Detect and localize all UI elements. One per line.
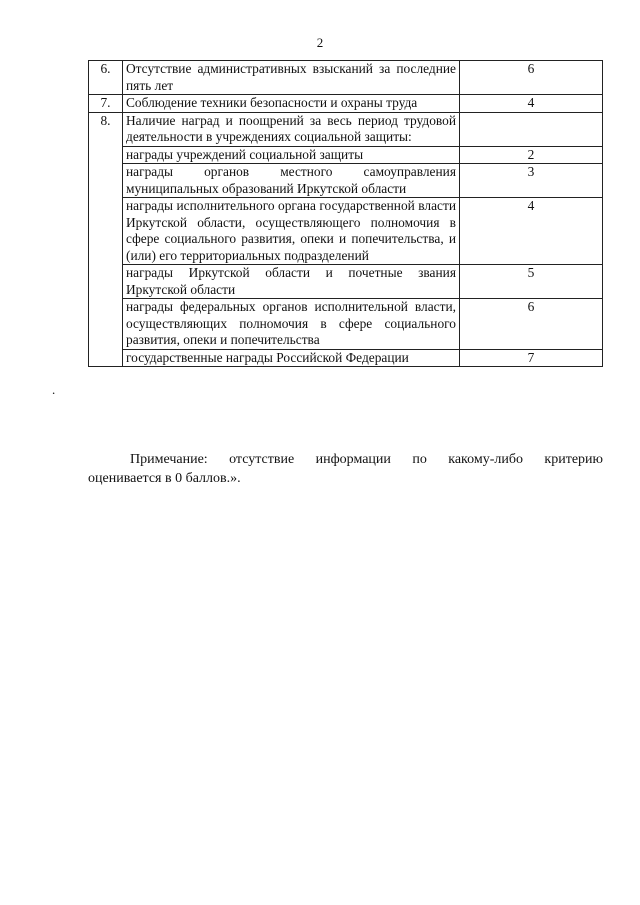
table-row xyxy=(89,112,603,146)
award-row xyxy=(89,164,603,198)
award-score: 2 xyxy=(460,146,603,164)
award-text: награды федеральных органов исполнительной власти, осуществляющих полномочия в сфере социального развития, опеки и попечительства xyxy=(123,299,460,350)
score-cell xyxy=(460,112,603,146)
row-number: 8. xyxy=(89,112,123,367)
award-score: 6 xyxy=(460,299,603,350)
award-row xyxy=(89,146,603,164)
award-row xyxy=(89,198,603,265)
award-row xyxy=(89,349,603,367)
row-number: 7. xyxy=(89,95,123,113)
criterion-text: Соблюдение техники безопасности и охраны труда xyxy=(123,95,460,113)
award-row xyxy=(89,299,603,350)
award-score: 3 xyxy=(460,164,603,198)
page-number: 2 xyxy=(316,35,324,50)
criterion-text: Отсутствие административных взысканий за последние пять лет xyxy=(123,61,460,95)
stray-mark: . xyxy=(52,382,56,397)
score-cell: 6 xyxy=(460,61,603,95)
criterion-text: Наличие наград и поощрений за весь период трудовой деятельности в учреждениях социальной защиты: xyxy=(123,112,460,146)
note-line: Примечание: отсутствие информации по какому-либо критерию xyxy=(130,452,603,467)
note-paragraph xyxy=(88,450,603,488)
award-text: государственные награды Российской Федерации xyxy=(123,349,460,367)
table-row xyxy=(89,95,603,113)
criteria-table xyxy=(88,60,603,367)
award-score: 5 xyxy=(460,265,603,299)
score-cell: 4 xyxy=(460,95,603,113)
award-score: 4 xyxy=(460,198,603,265)
award-score: 7 xyxy=(460,349,603,367)
award-text: награды исполнительного органа государственной власти Иркутской области, осуществляющего полномочия в сфере социального развития, опеки и попечительства, и (или) его территориальных подразделений xyxy=(123,198,460,265)
note-line: оценивается в 0 баллов.». xyxy=(88,471,241,486)
table-row xyxy=(89,61,603,95)
award-text: награды Иркутской области и почетные звания Иркутской области xyxy=(123,265,460,299)
row-number: 6. xyxy=(89,61,123,95)
award-row xyxy=(89,265,603,299)
award-text: награды учреждений социальной защиты xyxy=(123,146,460,164)
award-text: награды органов местного самоуправления муниципальных образований Иркутской области xyxy=(123,164,460,198)
